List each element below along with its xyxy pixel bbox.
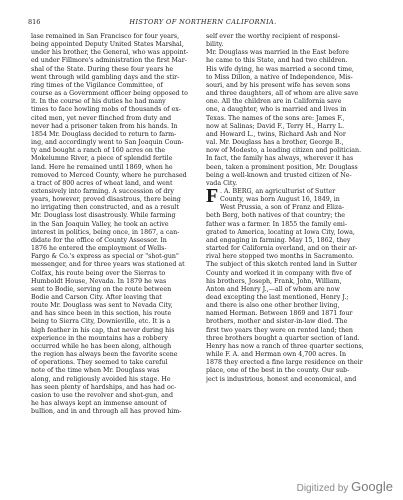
text-line: been, taken a prominent position, Mr. Douglass xyxy=(206,163,358,171)
text-line: years, however, proved disastrous, there being xyxy=(31,196,181,204)
text-line: Mr. Douglass was married in the East before xyxy=(206,49,349,57)
text-line: ring times of the Vigilance Committee, of xyxy=(31,81,163,89)
text-line: now at Salinas; David F., Terry H., Harry L. xyxy=(206,122,345,130)
text-line: along, and religiously avoided his stage. He xyxy=(31,375,171,383)
text-line: lase remained in San Francisco for four years, xyxy=(31,33,180,40)
text-line: never had a prisoner taken from his hands. In xyxy=(31,122,178,130)
text-line: casion to use the revolver and shot-gun, and xyxy=(31,391,173,399)
text-line: one. All the children are in California save xyxy=(206,98,342,106)
text-line: Fargo & Co.'s express as special or "shot-gun" xyxy=(31,253,179,261)
text-line: vada City. xyxy=(206,179,238,187)
text-line: father was a farmer. In 1855 the family emi- xyxy=(206,220,348,228)
text-line: didate for the office of County Assessor. In xyxy=(31,236,167,244)
text-line: of operations. They seemed to take careful xyxy=(31,359,168,367)
berg-opening-lines xyxy=(206,188,366,212)
text-line: . A. BERG, an agriculturist of Sutter xyxy=(220,187,336,195)
text-line: being a well-known and trusted citizen of Ne- xyxy=(206,171,352,179)
text-line: removed to Merced County, where he purchased xyxy=(31,171,187,179)
text-line: his brothers, Joseph, Frank, John, William, xyxy=(206,277,342,285)
text-line: it. In the course of his duties he had many xyxy=(31,98,166,106)
text-line: bullion, and in and through all has proved him- xyxy=(31,408,182,416)
text-line: County, was born August 16, 1849, in xyxy=(220,196,340,204)
text-line: West Prussia, a son of Franz and Eliza- xyxy=(220,204,345,212)
page-number: 816 xyxy=(28,18,41,26)
left-column xyxy=(31,33,191,416)
text-line: ject is industrious, honest and economical, and xyxy=(206,375,357,383)
text-line: 1876 he entered the employment of Wells- xyxy=(31,245,167,253)
text-line: note of the time when Mr. Douglass was xyxy=(31,367,160,375)
text-line: one, a daughter, who is married and lives in xyxy=(206,106,347,114)
text-line: cited men, yet never flinched from duty and xyxy=(31,114,172,122)
text-line: started for California overland, and on their ar- xyxy=(206,245,358,253)
google-logo: Google xyxy=(351,479,393,494)
text-line: ing, and accordingly went to San Joaquin Coun- xyxy=(31,139,184,147)
text-line: ed under Fillmore's administration the first Mar- xyxy=(31,57,187,65)
text-line: and there is also one other brother living, xyxy=(206,302,340,310)
text-line: while F. A. and Herman own 4,700 acres. In xyxy=(206,351,347,359)
watermark-prefix: Digitized by xyxy=(296,483,349,494)
text-line: grated to America, locating at Iowa City, Iowa, xyxy=(206,228,355,236)
berg-body xyxy=(206,212,366,383)
text-line: route Mr. Douglass was sent to Nevada City, xyxy=(31,302,173,310)
page-header xyxy=(28,18,378,28)
text-line: no irrigating then constructed, and as a result xyxy=(31,204,179,212)
text-line: occurred while he has been along, although xyxy=(31,342,172,350)
drop-cap: F xyxy=(206,187,219,205)
text-line: 1854 Mr. Douglass decided to return to farm- xyxy=(31,130,177,138)
running-head: HISTORY OF NORTHERN CALIFORNIA. xyxy=(129,18,277,26)
text-line: in the San Joaquin Valley, he took an active xyxy=(31,220,169,228)
text-line: to Miss Dillon, a native of Independence, Mis- xyxy=(206,73,353,81)
text-line: County and worked it in company with five of xyxy=(206,269,352,277)
text-line: named Herman. Between 1869 and 1871 four xyxy=(206,310,353,318)
text-line: beth Berg, both natives of that country; the xyxy=(206,212,345,220)
text-line: under his brother, the General, who was appoint- xyxy=(31,49,189,57)
text-line: In fact, the family has always, wherever it has xyxy=(206,155,354,163)
text-line: a tract of 800 acres of wheat land, and went xyxy=(31,179,173,187)
text-line: being to Sierra City, Downieville, etc. It is a xyxy=(31,318,171,326)
text-line: Humboldt House, Nevada. In 1879 he was xyxy=(31,277,167,285)
text-line: Colfax, his route being over the Sierras to xyxy=(31,269,166,277)
text-line: now of Modesto, a leading citizen and politician. xyxy=(206,147,362,155)
text-line: Texas. The names of the sons are: James F., xyxy=(206,114,345,122)
text-line: shal of the State. During these four years he xyxy=(31,65,174,73)
text-line: Anton and Henry J.,—all of whom are now xyxy=(206,285,340,293)
text-line: bility. xyxy=(206,41,224,49)
douglass-sketch-end xyxy=(206,33,366,188)
text-line: and engaging in farming. May 15, 1862, they xyxy=(206,236,351,244)
text-line: self ever the worthy recipient of responsi- xyxy=(206,33,340,40)
text-line: has seen plenty of hardships, and has had oc- xyxy=(31,383,177,391)
text-line: Henry has now a ranch of three quarter sections, xyxy=(206,342,364,350)
text-line: being appointed Deputy United States Marshal, xyxy=(31,41,184,49)
text-line: Mokelumne River, a piece of splendid fertile xyxy=(31,155,173,163)
text-line: Mr. Douglass lost disastrously. While farming xyxy=(31,212,176,220)
text-line: dead excepting the last mentioned, Henry J.; xyxy=(206,294,349,301)
google-watermark xyxy=(297,479,393,494)
text-line: land. Here he remained until 1869, when he xyxy=(31,163,173,171)
text-line: and Howard L., twins, Richard Ash and Nor xyxy=(206,130,346,138)
text-line: ty and bought a ranch of 160 acres on the xyxy=(31,147,166,155)
text-line: went through wild gambling days and the stir- xyxy=(31,73,180,81)
text-line: course as a Government officer being opposed to xyxy=(31,90,188,98)
text-line: His wife dying, he was married a second time, xyxy=(206,65,354,73)
text-line: souri, and by his present wife has seven sons xyxy=(206,81,351,89)
text-line: place, one of the best in the county. Our sub- xyxy=(206,367,350,375)
text-line: 1878 they erected a fine large residence on their xyxy=(206,359,363,367)
text-line: experience in the mountains has a robbery xyxy=(31,334,168,342)
text-line: The subject of this sketch rented land in Sutter xyxy=(206,261,358,269)
text-line: Bodie and Carson City. After leaving that xyxy=(31,294,162,301)
text-line: times to face howling mobs of thousands of ex- xyxy=(31,106,181,114)
right-column xyxy=(206,33,366,384)
text-line: val. Mr. Douglass has a brother, George B., xyxy=(206,139,344,147)
text-line: rival here stopped two months in Sacramento. xyxy=(206,253,354,261)
berg-sketch xyxy=(206,188,366,384)
text-line: messenger, and for three years was stationed at xyxy=(31,261,185,269)
text-line: he came to this State, and had two children. xyxy=(206,57,348,65)
text-line: high feather in his cap, that never during his xyxy=(31,326,175,334)
text-line: brothers, mother and sister-in-law died. The xyxy=(206,318,348,326)
text-line: sent to Bodie, serving on the route between xyxy=(31,285,172,293)
text-line: and three daughters, all of whom are alive save xyxy=(206,90,359,98)
text-line: three brothers bought a quarter section of land. xyxy=(206,334,360,342)
text-line: and has since been in this section, his route xyxy=(31,310,172,318)
text-line: the region has always been the favorite scene xyxy=(31,351,178,359)
text-line: he has always kept an immense amount of xyxy=(31,400,167,408)
text-line: first two years they were on rented land; then xyxy=(206,326,353,334)
text-line: extensively into farming. A succession of dry xyxy=(31,187,174,195)
text-line: interest in politics, being once, in 1867, a can- xyxy=(31,228,180,236)
